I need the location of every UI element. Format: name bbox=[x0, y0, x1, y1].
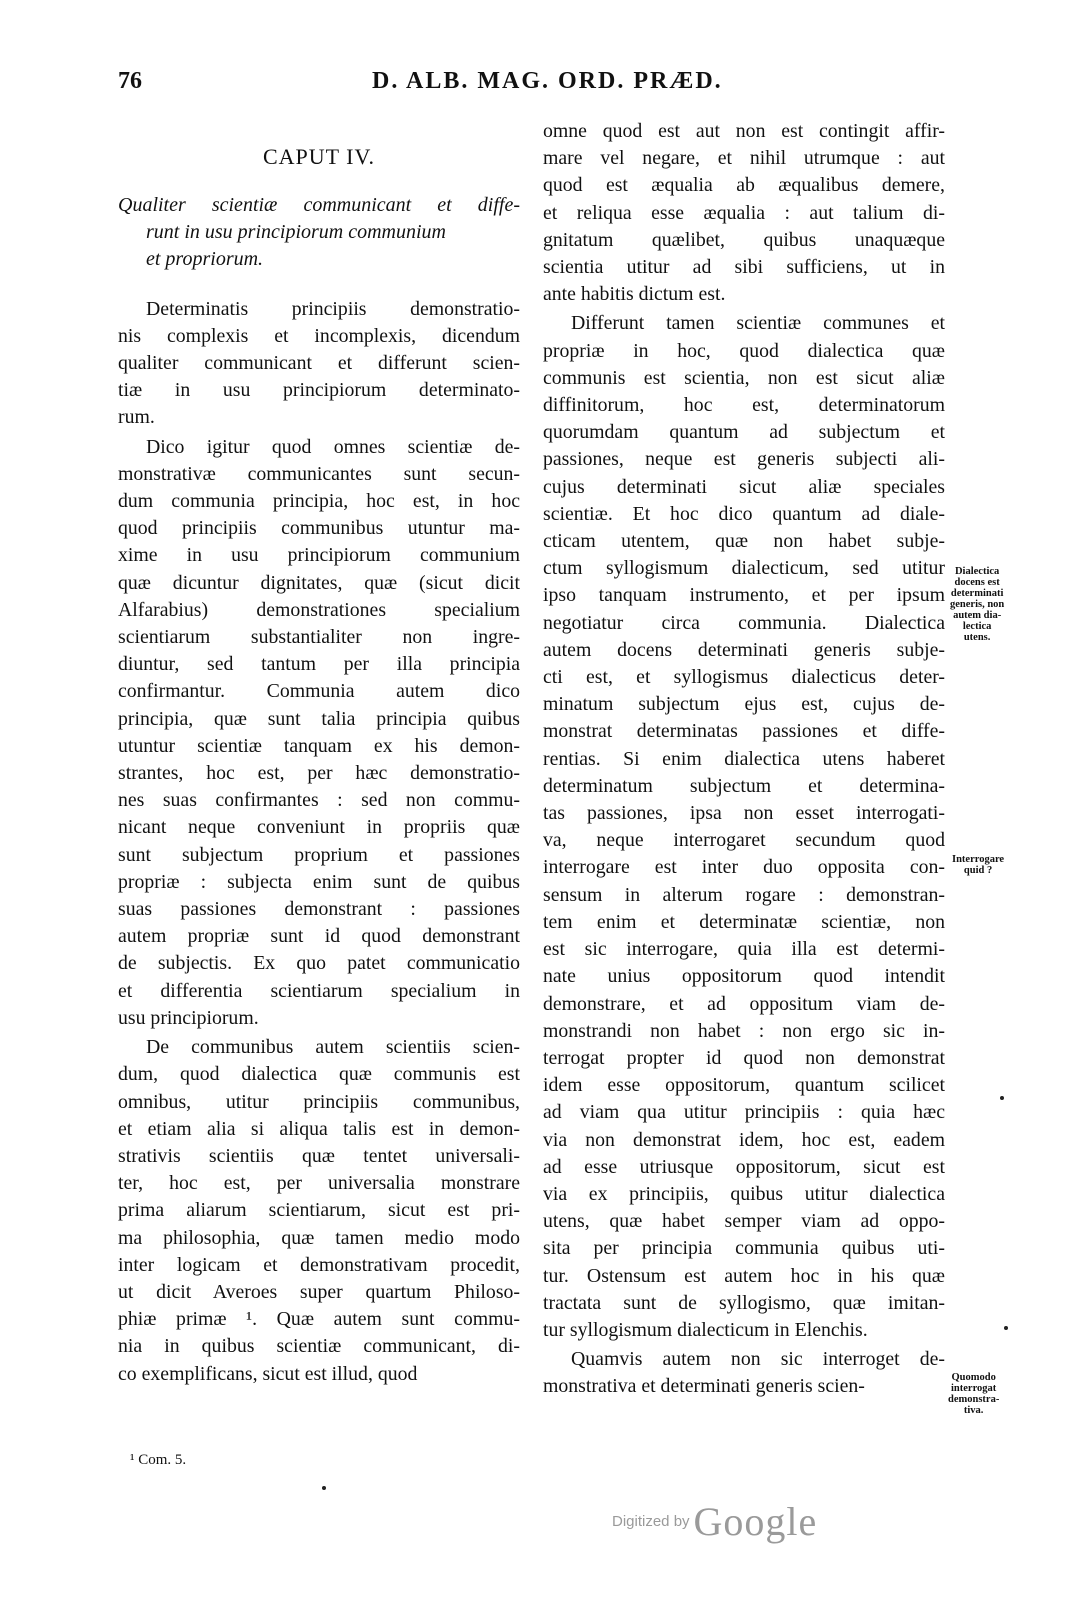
text-line: minatum subjectum ejus est, cujus de- bbox=[543, 693, 945, 716]
marginal-note-line: Quomodo bbox=[951, 1372, 996, 1383]
text-line: suas passiones demonstrant : passiones bbox=[118, 898, 520, 921]
text-line: tur. Ostensum est autem hoc in his quæ bbox=[543, 1264, 945, 1287]
text-line: autem propriæ sunt id quod demonstrant bbox=[118, 925, 520, 948]
text-line: diffinitorum, hoc est, determinatorum bbox=[543, 394, 945, 417]
marginal-note-line: generis, non bbox=[950, 599, 1005, 610]
text-line: tiæ in usu principiorum determinato- bbox=[118, 379, 520, 402]
text-line: tem enim et determinatæ scientiæ, non bbox=[543, 910, 945, 933]
chapter-subtitle bbox=[118, 192, 520, 274]
subtitle-line: runt in usu principiorum communium bbox=[146, 221, 446, 244]
text-line: est sic interrogare, quia illa est determi- bbox=[543, 938, 945, 961]
text-line: quæ dicuntur dignitates, quæ (sicut dicit bbox=[118, 571, 520, 594]
text-line: Determinatis principiis demonstratio- bbox=[146, 297, 520, 320]
text-line: et reliqua esse æqualia : aut talium di- bbox=[543, 201, 945, 224]
marginal-note-line: Interrogare bbox=[952, 854, 1005, 865]
text-line: cticam utentem, quæ non habet subje- bbox=[543, 530, 945, 553]
text-line: demonstrare, et ad oppositum viam de- bbox=[543, 992, 945, 1015]
marginal-note-line: utens. bbox=[963, 632, 991, 643]
text-line: determinatum subjectum et determina- bbox=[543, 774, 945, 797]
right-column bbox=[543, 118, 945, 1401]
marginal-note-line: interrogat bbox=[951, 1383, 997, 1394]
text-line: ipso tanquam instrumento, et per ipsum bbox=[543, 584, 945, 607]
text-line: scientiarum substantialiter non ingre- bbox=[118, 626, 520, 649]
text-line: via ex principiis, quibus utitur dialectica bbox=[543, 1182, 945, 1205]
text-line: propriæ : subjecta enim sunt de quibus bbox=[118, 870, 520, 893]
text-line: nis complexis et incomplexis, dicendum bbox=[118, 324, 520, 347]
running-header bbox=[0, 68, 1069, 108]
text-line: dum communia principia, hoc est, in hoc bbox=[118, 490, 520, 513]
running-head: D. ALB. MAG. ORD. PRÆD. bbox=[372, 68, 723, 94]
text-line: Dico igitur quod omnes scientiæ de- bbox=[146, 435, 520, 458]
text-line: ante habitis dictum est. bbox=[543, 283, 726, 306]
text-line: ctum syllogismum dialecticum, sed utitur bbox=[543, 557, 945, 580]
text-line: quod est æqualia ab æqualibus demere, bbox=[543, 174, 945, 197]
text-line: idem esse oppositorum, quantum scilicet bbox=[543, 1074, 945, 1097]
text-line: scientia utitur ad sibi sufficiens, ut in bbox=[543, 256, 945, 279]
text-line: monstrativæ communicantes sunt secun- bbox=[118, 462, 520, 485]
text-line: strantes, hoc est, per hæc demonstratio- bbox=[118, 762, 520, 785]
chapter-heading: CAPUT IV. bbox=[262, 144, 376, 169]
speck bbox=[1004, 1326, 1008, 1330]
text-line: tur syllogismum dialecticum in Elenchis. bbox=[543, 1318, 868, 1341]
text-line: ut dicit Averoes super quartum Philoso- bbox=[118, 1280, 520, 1303]
speck bbox=[1000, 1096, 1004, 1100]
text-line: strativis scientiis quæ tentet universali- bbox=[118, 1144, 520, 1167]
text-line: gnitatum quælibet, quibus unaquæque bbox=[543, 228, 945, 251]
text-line: via non demonstrat idem, hoc est, eadem bbox=[543, 1128, 945, 1151]
subtitle-line: et propriorum. bbox=[146, 248, 264, 271]
watermark-prefix: Digitized by bbox=[612, 1513, 690, 1530]
text-line: xime in usu principiorum communium bbox=[118, 544, 520, 567]
marginal-note-line: lectica bbox=[962, 621, 992, 632]
text-line: ad esse utriusque oppositorum, sicut est bbox=[543, 1155, 945, 1178]
marginal-note-line: tiva. bbox=[963, 1405, 984, 1416]
text-line: et etiam alia si aliqua talis est in demon- bbox=[118, 1117, 520, 1140]
text-line: de subjectis. Ex quo patet communicatio bbox=[118, 952, 520, 975]
text-line: passiones, neque est generis subjecti ali- bbox=[543, 448, 945, 471]
text-line: nia in quibus scientiæ communicant, di- bbox=[118, 1335, 520, 1358]
text-line: De communibus autem scientiis scien- bbox=[146, 1036, 520, 1059]
text-line: principia, quæ sunt talia principia quibus bbox=[118, 707, 520, 730]
text-line: sita per principia communia quibus uti- bbox=[543, 1237, 945, 1260]
text-line: communis est scientia, non est sicut aliæ bbox=[543, 366, 945, 389]
text-line: rum. bbox=[118, 406, 155, 429]
text-line: nes suas confirmantes : sed non commu- bbox=[118, 789, 520, 812]
left-column-text bbox=[118, 296, 520, 1388]
text-line: Alfarabius) demonstrationes specialium bbox=[118, 598, 520, 621]
text-line: inter logicam et demonstrativam procedit, bbox=[118, 1253, 520, 1276]
text-line: confirmantur. Communia autem dico bbox=[118, 680, 520, 703]
text-line: usu principiorum. bbox=[118, 1006, 259, 1029]
text-line: ma philosophia, quæ tamen medio modo bbox=[118, 1226, 520, 1249]
marginal-note bbox=[948, 1372, 999, 1416]
text-line: quod principiis communibus utuntur ma- bbox=[118, 517, 520, 540]
marginal-note-line: Dialectica bbox=[954, 566, 1000, 577]
text-line: autem docens determinati generis subje- bbox=[543, 638, 945, 661]
text-line: propriæ in hoc, quod dialectica quæ bbox=[543, 339, 945, 362]
text-line: monstrat determinatas passiones et diffe- bbox=[543, 720, 945, 743]
text-line: sensum in alterum rogare : demonstran- bbox=[543, 883, 945, 906]
marginal-note-line: docens est bbox=[954, 577, 1000, 588]
text-line: utens, quæ habet semper viam ad oppo- bbox=[543, 1210, 945, 1233]
text-line: ter, hoc est, per universalia monstrare bbox=[118, 1172, 520, 1195]
text-line: omnibus, utitur principiis communibus, bbox=[118, 1090, 520, 1113]
text-line: diuntur, sed tantum per illa principia bbox=[118, 653, 520, 676]
text-line: negotiatur circa communia. Dialectica bbox=[543, 611, 945, 634]
text-line: nate unius oppositorum quod intendit bbox=[543, 965, 945, 988]
text-line: Differunt tamen scientiæ communes et bbox=[571, 312, 945, 335]
marginal-note bbox=[952, 854, 1004, 876]
subtitle-line: Qualiter scientiæ communicant et diffe- bbox=[118, 194, 520, 216]
text-line: prima aliarum scientiarum, sicut est pri- bbox=[118, 1199, 520, 1222]
right-column-text bbox=[543, 118, 945, 1401]
text-line: va, neque interrogaret secundum quod bbox=[543, 829, 945, 852]
marginal-note-line: quid ? bbox=[963, 865, 993, 876]
text-line: scientiæ. Et hoc dico quantum ad diale- bbox=[543, 502, 945, 525]
text-line: co exemplificans, sicut est illud, quod bbox=[118, 1362, 418, 1385]
text-line: dum, quod dialectica quæ communis est bbox=[118, 1063, 520, 1086]
left-column bbox=[118, 118, 520, 1388]
text-line: phiæ primæ ¹. Quæ autem sunt commu- bbox=[118, 1308, 520, 1331]
marginal-note-line: autem dia- bbox=[953, 610, 1002, 621]
footnote: ¹ Com. 5. bbox=[130, 1452, 187, 1468]
text-line: cujus determinati sicut aliæ speciales bbox=[543, 475, 945, 498]
marginal-note bbox=[950, 566, 1004, 643]
text-line: omne quod est aut non est contingit affir- bbox=[543, 120, 945, 142]
marginal-note-line: determinati bbox=[950, 588, 1004, 599]
text-line: interrogare est inter duo opposita con- bbox=[543, 856, 945, 879]
page-number: 76 bbox=[118, 68, 142, 94]
digitization-watermark bbox=[612, 1498, 817, 1545]
text-line: rentias. Si enim dialectica utens haberet bbox=[543, 747, 945, 770]
text-line: Quamvis autem non sic interroget de- bbox=[571, 1348, 945, 1371]
text-line: monstrandi non habet : non ergo sic in- bbox=[543, 1019, 945, 1042]
speck bbox=[322, 1486, 326, 1490]
google-logo: Google bbox=[693, 1499, 818, 1544]
text-line: cti est, et syllogismus dialecticus deter- bbox=[543, 666, 945, 689]
text-line: mare vel negare, et nihil utrumque : aut bbox=[543, 147, 945, 170]
text-line: monstrativa et determinati generis scien- bbox=[543, 1375, 865, 1398]
marginal-note-line: demonstra- bbox=[948, 1394, 1000, 1405]
text-line: quorumdam quantum ad subjectum et bbox=[543, 421, 945, 444]
text-line: et differentia scientiarum specialium in bbox=[118, 979, 520, 1002]
text-line: tas passiones, ipsa non esset interrogati- bbox=[543, 802, 945, 825]
text-line: nicant neque conveniunt in propriis quæ bbox=[118, 816, 520, 839]
text-line: terrogat propter id quod non demonstrat bbox=[543, 1046, 945, 1069]
text-line: sunt subjectum proprium et passiones bbox=[118, 843, 520, 866]
text-line: tractata sunt de syllogismo, quæ imitan- bbox=[543, 1291, 945, 1314]
text-line: utuntur scientiæ tanquam ex his demon- bbox=[118, 734, 520, 757]
text-line: ad viam qua utitur principiis : quia hæc bbox=[543, 1101, 945, 1124]
text-line: qualiter communicant et differunt scien- bbox=[118, 352, 520, 375]
